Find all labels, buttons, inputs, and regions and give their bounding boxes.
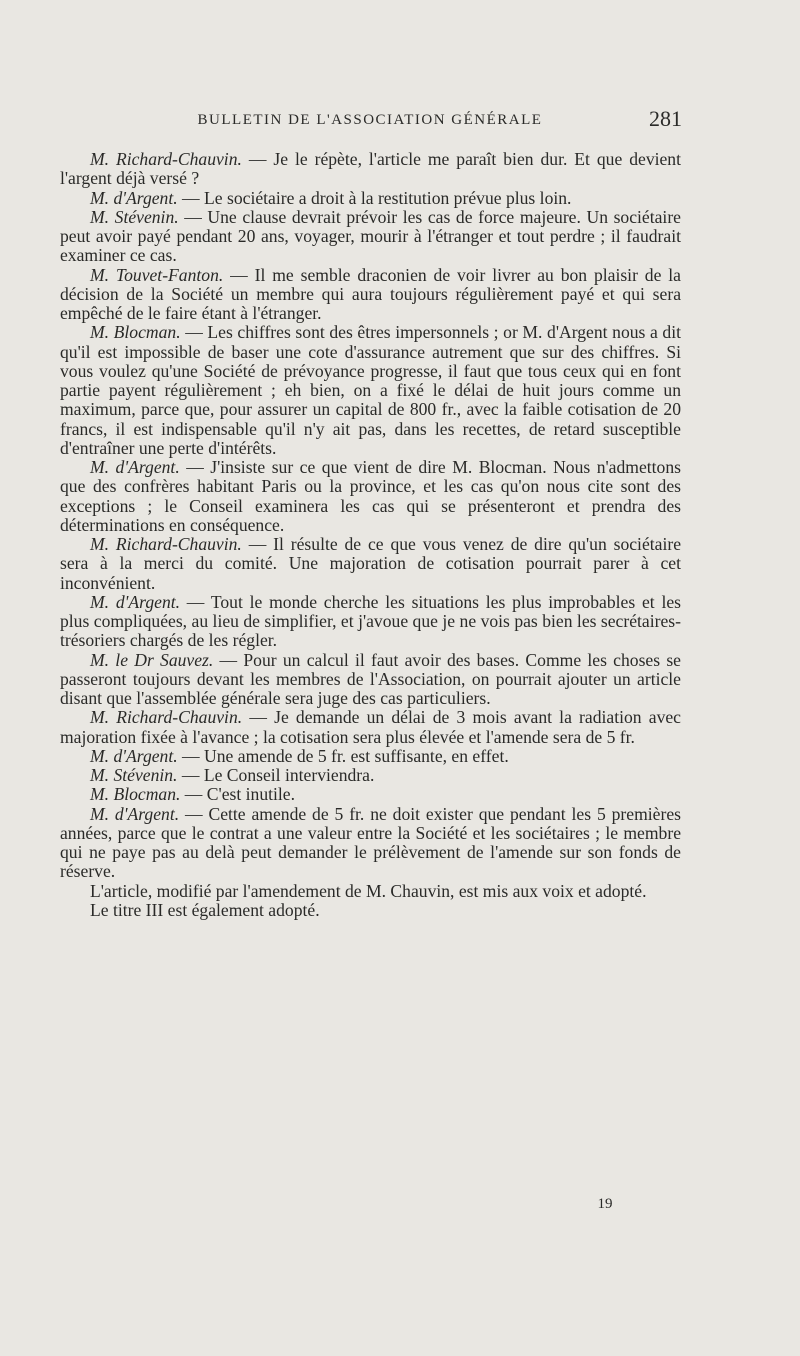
paragraph-text: — Tout le monde cherche les situations les plus improbables et les plus compliquées, au lieu de simplifier, et j'avoue que je ne vois pas bien les secrétaires-trésoriers chargés de les régler.	[60, 591, 681, 651]
paragraph-text: — Une clause devrait prévoir les cas de force majeure. Un sociétaire peut avoir payé pendant 20 ans, voyager, mourir à l'étranger et tout perdre ; il faudrait examiner ce cas.	[60, 206, 681, 266]
paragraph	[60, 766, 681, 785]
paragraph	[60, 747, 681, 766]
paragraph-text: — Pour un calcul il faut avoir des bases. Comme les choses se passeront toujours devant les membres de l'Association, on pourrait ajouter un article disant que l'assemblée générale sera juge des cas particuliers.	[60, 649, 681, 708]
running-title: BULLETIN DE L'ASSOCIATION GÉNÉRALE	[197, 112, 543, 128]
speaker-name: M. d'Argent.	[90, 803, 180, 824]
paragraph-text: Le titre III est également adopté.	[90, 899, 320, 920]
speaker-name: M. Touvet-Fanton.	[90, 264, 224, 285]
speaker-name: M. d'Argent.	[90, 745, 178, 766]
speaker-name: M. Richard-Chauvin.	[90, 534, 242, 554]
paragraph	[60, 266, 681, 324]
speaker-name: M. le Dr Sauvez.	[90, 649, 214, 670]
paragraph-text: — Une amende de 5 fr. est suffisante, en effet.	[177, 745, 509, 766]
paragraph-text: — Je demande un délai de 3 mois avant la radiation avec majoration fixée à l'avance ; la cotisation sera plus élevée et l'amende sera de 5 fr.	[60, 707, 681, 747]
speaker-name: M. d'Argent.	[90, 457, 180, 477]
running-header	[60, 108, 680, 142]
speaker-name: M. Richard-Chauvin.	[90, 707, 243, 728]
paragraph-text: — Il résulte de ce que vous venez de dire qu'un sociétaire sera à la merci du comité. Une majoration de cotisation pourrait parer à cet inconvénient.	[60, 534, 682, 593]
paragraph-text: — C'est inutile.	[180, 784, 295, 805]
paragraph	[60, 150, 681, 189]
page-number: 281	[649, 106, 682, 131]
speaker-name: M. Blocman.	[90, 322, 181, 343]
paragraph-text: L'article, modifié par l'amendement de M. Chauvin, est mis aux voix et adopté.	[90, 880, 647, 901]
paragraph	[60, 189, 681, 208]
paragraph	[60, 651, 681, 709]
speaker-name: M. Stévenin.	[90, 765, 178, 785]
paragraph	[60, 882, 681, 901]
paragraph	[60, 535, 681, 593]
paragraph	[60, 785, 681, 804]
paragraph	[60, 805, 681, 882]
paragraph-text: — Je le répète, l'article me paraît bien dur. Et que devient l'argent déjà versé ?	[60, 149, 681, 189]
speaker-name: M. Blocman.	[90, 784, 181, 805]
paragraph-text: — Les chiffres sont des êtres impersonnels ; or M. d'Argent nous a dit qu'il est impossible de baser une cote d'assurance autrement que sur des chiffres. Si vous voulez qu'une Société de prévoyance progresse, il faut que tous ceux qui en font partie payent régulièrement ; eh bien, on a fixé le délai de huit jours comme un maximum, parce que, pour assurer un capital de 800 fr., avec la faible cotisation de 20 francs, il est indispensable qu'il n'y ait pas, dans les recettes, de retard susceptible d'entraîner une perte d'intérêts.	[60, 322, 681, 458]
paragraph	[60, 901, 681, 920]
paragraph	[60, 708, 681, 747]
paragraph-text: — Le Conseil interviendra.	[177, 765, 375, 785]
paragraph-text: — Cette amende de 5 fr. ne doit exister que pendant les 5 premières années, parce que le contrat a une valeur entre la Société et les sociétaires ; le membre qui ne paye pas au delà peut demander le prélèvement de l'amende sur son fonds de réserve.	[60, 803, 681, 882]
speaker-name: M. d'Argent.	[90, 591, 181, 612]
paragraph	[60, 593, 681, 651]
paragraph-text: — Il me semble draconien de voir livrer au bon plaisir de la décision de la Société un membre qui aura toujours régulièrement payé et qui sera empêché de le faire étant à l'étranger.	[60, 264, 681, 323]
body-text	[60, 150, 681, 920]
speaker-name: M. d'Argent.	[90, 187, 178, 208]
paragraph	[60, 323, 681, 458]
paragraph-text: — Le sociétaire a droit à la restitution prévue plus loin.	[177, 187, 572, 208]
signature-mark: 19	[597, 1196, 613, 1212]
speaker-name: M. Richard-Chauvin.	[90, 149, 242, 169]
speaker-name: M. Stévenin.	[90, 206, 179, 227]
paragraph	[60, 208, 681, 266]
paragraph-text: — J'insiste sur ce que vient de dire M. Blocman. Nous n'admettons que des confrères habitant Paris ou la province, et les cas qu'on nous cite sont des exceptions ; le Conseil examinera les cas qui se présenteront et prendra des déterminations en conséquence.	[60, 457, 681, 535]
paragraph	[60, 458, 681, 535]
